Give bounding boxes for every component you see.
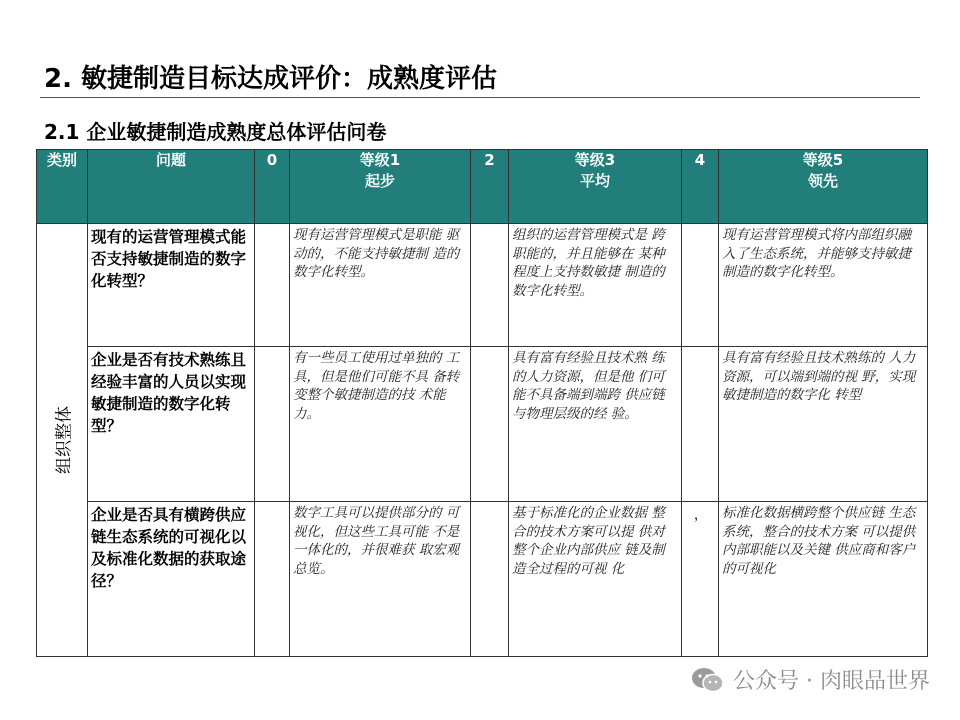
table-row	[37, 502, 928, 657]
category-label: 组织整体	[54, 406, 75, 474]
header-level3-name: 等级3	[574, 151, 616, 169]
header-level3-desc: 平均	[579, 172, 610, 190]
title-divider	[40, 97, 920, 98]
watermark-text: 公众号 · 肉眼品世界	[733, 669, 930, 694]
level1-cell: 数字工具可以提供部分的 可视化，但这些工具可能 不是一体化的，并很难获 取宏观总览。	[290, 502, 471, 657]
table-header-row	[37, 150, 928, 224]
header-level5-name: 等级5	[802, 151, 844, 169]
level2-cell	[471, 224, 509, 347]
level0-cell	[255, 347, 290, 502]
level5-cell: 现有运营管理模式将内部组织融入了生态系统，并能够支持敏捷制造的数字化转型。	[719, 224, 928, 347]
level0-cell	[255, 502, 290, 657]
wechat-icon	[691, 666, 725, 694]
question-cell: 企业是否有技术熟练且经验丰富的人员以实现敏捷制造的数字化转型？	[88, 347, 255, 502]
header-level1-name: 等级1	[359, 151, 401, 169]
level3-cell: 基于标准化的企业数据 整合的技术方案可以提 供对整个企业内部供应 链及制造全过程的可视 化	[509, 502, 682, 657]
header-category: 类别	[37, 150, 88, 224]
level3-cell: 具有富有经验且技术熟 练的人力资源，但是他 们可能不具备端到端跨 供应链与物理层级的经 验。	[509, 347, 682, 502]
watermark	[691, 664, 930, 695]
table-row	[37, 347, 928, 502]
header-level0: 0	[255, 150, 290, 224]
level1-cell: 现有运营管理模式是职能 驱动的，不能支持敏捷制 造的数字化转型。	[290, 224, 471, 347]
header-level1	[290, 150, 471, 224]
assessment-table	[36, 149, 928, 657]
question-cell: 企业是否具有横跨供应链生态系统的可视化以及标准化数据的获取途径？	[88, 502, 255, 657]
level2-cell	[471, 347, 509, 502]
page-title: 2. 敏捷制造目标达成评价：成熟度评估	[44, 64, 498, 94]
level2-cell	[471, 502, 509, 657]
header-level3	[509, 150, 682, 224]
level3-cell: 组织的运营管理模式是 跨职能的，并且能够在 某种程度上支持数敏捷 制造的数字化转型。	[509, 224, 682, 347]
level0-cell	[255, 224, 290, 347]
level4-cell: ，	[682, 502, 719, 657]
header-level5	[719, 150, 928, 224]
level4-cell	[682, 224, 719, 347]
question-cell: 现有的运营管理模式能否支持敏捷制造的数字化转型？	[88, 224, 255, 347]
level1-cell: 有一些员工使用过单独的 工具，但是他们可能不具 备转变整个敏捷制造的技 术能力。	[290, 347, 471, 502]
header-level4: 4	[682, 150, 719, 224]
header-level5-desc: 领先	[807, 172, 838, 190]
table-row	[37, 224, 928, 347]
section-subtitle: 2.1 企业敏捷制造成熟度总体评估问卷	[44, 120, 387, 144]
level4-cell	[682, 347, 719, 502]
level5-cell: 标准化数据横跨整个供应链 生态系统，整合的技术方案 可以提供内部职能以及关键 供应商和客户的可视化	[719, 502, 928, 657]
header-level1-desc: 起步	[364, 172, 395, 190]
header-level2: 2	[471, 150, 509, 224]
header-question: 问题	[88, 150, 255, 224]
category-cell	[37, 224, 88, 657]
level5-cell: 具有富有经验且技术熟练的 人力资源，可以端到端的视 野，实现敏捷制造的数字化 转型	[719, 347, 928, 502]
